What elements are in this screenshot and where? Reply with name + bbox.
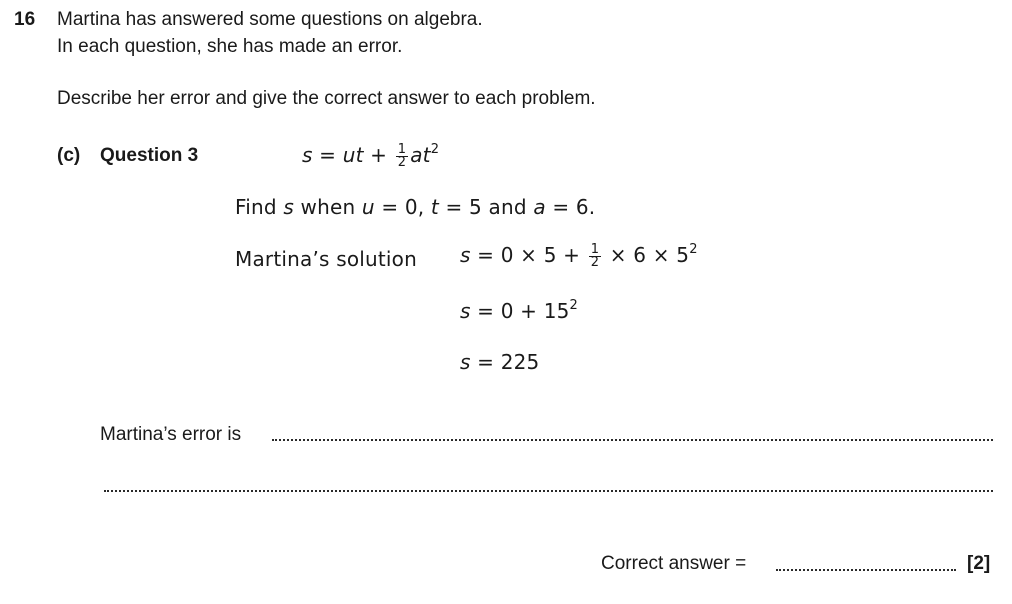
formula-fraction — [396, 144, 408, 169]
find-word: Find — [235, 195, 284, 219]
solution-line-1-before: = 0 × 5 + — [470, 243, 587, 267]
error-prompt: Martina’s error is — [100, 424, 242, 445]
solution-fraction-denominator: 2 — [590, 255, 600, 270]
error-answer-line-2[interactable] — [104, 490, 993, 492]
question-instruction: Describe her error and give the correct answer to each problem. — [57, 88, 596, 109]
find-var-a: a — [533, 195, 546, 219]
solution-line-1-exponent: 2 — [689, 242, 698, 257]
marks-label: [2] — [967, 553, 991, 574]
correct-answer-prompt: Correct answer = — [601, 553, 747, 574]
find-var-u: u — [361, 195, 375, 219]
solution-line-1 — [460, 243, 698, 269]
solution-line-2 — [460, 299, 578, 323]
question-intro-line-1: Martina has answered some questions on algebra. — [57, 9, 483, 30]
solution-line-1-fraction — [589, 244, 601, 269]
correct-answer-line[interactable] — [776, 569, 956, 571]
formula-fraction-numerator: 1 — [397, 142, 407, 157]
formula-exponent: 2 — [430, 142, 440, 157]
solution-line-3 — [460, 350, 539, 374]
formula-term-ut: ut — [342, 143, 364, 167]
find-var-t: t — [430, 195, 439, 219]
error-answer-line-1[interactable] — [272, 439, 993, 441]
formula — [302, 143, 439, 169]
solution-line-1-after: × 6 × 5 — [603, 243, 690, 267]
solution-label: Martina’s solution — [235, 247, 417, 271]
question-intro-line-2: In each question, she has made an error. — [57, 36, 403, 57]
solution-line-2-var: s — [460, 299, 471, 323]
solution-line-1-var: s — [460, 243, 471, 267]
formula-equals: = — [312, 143, 343, 167]
find-when: when — [293, 195, 362, 219]
find-a-value: = 6. — [545, 195, 596, 219]
find-t-value: = 5 and — [438, 195, 534, 219]
solution-line-2-exponent: 2 — [569, 298, 579, 313]
question-number: 16 — [14, 9, 36, 30]
solution-line-3-text: = 225 — [470, 350, 540, 374]
solution-line-3-var: s — [460, 350, 471, 374]
formula-var-s: s — [302, 143, 313, 167]
formula-term-at: at — [410, 143, 431, 167]
formula-plus: + — [363, 143, 394, 167]
part-title: Question 3 — [100, 145, 199, 166]
solution-line-2-text: = 0 + 15 — [470, 299, 570, 323]
formula-fraction-denominator: 2 — [397, 155, 407, 170]
solution-fraction-numerator: 1 — [590, 242, 600, 257]
part-label: (c) — [57, 145, 81, 166]
find-statement — [235, 195, 595, 219]
find-var-s: s — [283, 195, 294, 219]
find-u-value: = 0, — [374, 195, 431, 219]
